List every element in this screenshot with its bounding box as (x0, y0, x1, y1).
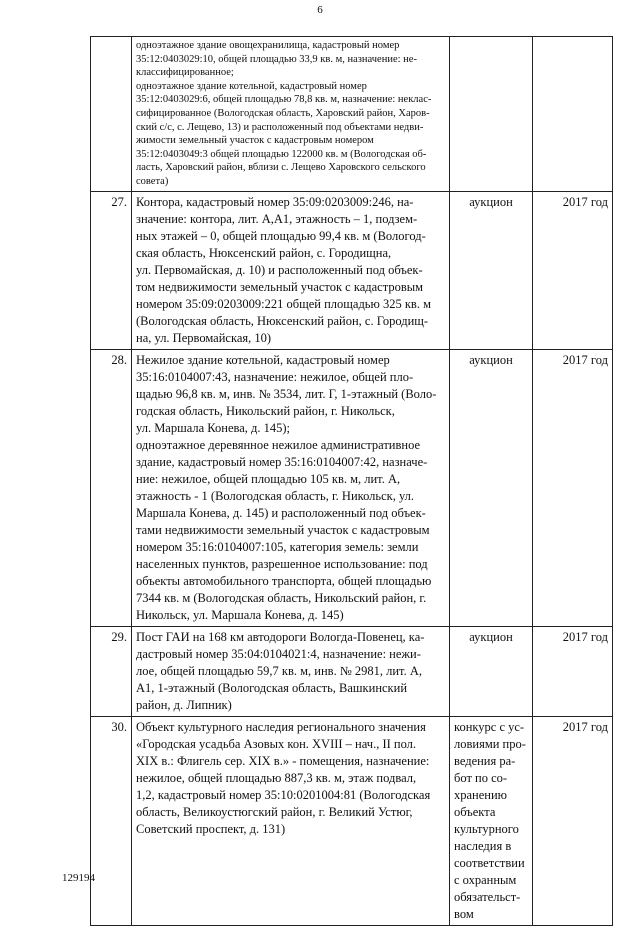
description-line: номером 35:09:0203009:221 общей площадью 325 кв. м (136, 296, 431, 311)
description-line: одноэтажное здание овощехранилища, кадастровый номер (136, 40, 400, 51)
sale-method-line: хранению (454, 787, 508, 802)
row-description (132, 626, 450, 716)
row-sale-method (450, 37, 533, 192)
table-row (91, 191, 613, 349)
description-line: ласть, Харовский район, вблизи с. Лещево Харовского сельского (136, 162, 426, 174)
table-body (91, 37, 613, 926)
description-line: совета) (136, 175, 169, 187)
description-line: одноэтажное деревянное нежилое административное (136, 437, 421, 452)
description-line: Объект культурного наследия регионального значения (136, 719, 426, 734)
sale-method-line: конкурс с ус- (454, 719, 525, 734)
sale-method-line: ловиями про- (454, 736, 526, 751)
row-description (132, 37, 450, 192)
description-line: нежилое, общей площадью 887,3 кв. м, этаж подвал, (136, 770, 417, 785)
table-row (91, 626, 613, 716)
sale-method-line: аукцион (469, 194, 513, 209)
description-line: 7344 кв. м (Вологодская область, Никольский район, г. (136, 590, 427, 605)
description-line: на, ул. Первомайская, 10) (136, 330, 272, 345)
description-line: ул. Маршала Конева, д. 145); (136, 420, 291, 435)
description-line: 35:16:0104007:43, назначение: нежилое, общей пло- (136, 369, 414, 384)
document-code: 129194 (62, 872, 95, 884)
row-sale-method (450, 191, 533, 349)
sale-method-line: с охранным (454, 872, 517, 887)
row-description (132, 349, 450, 626)
row-sale-method (450, 626, 533, 716)
sale-method-line: аукцион (469, 352, 513, 367)
description-line: 35:12:0403029:6, общей площадью 78,8 кв. м, назначение: неклас- (136, 94, 432, 106)
description-line: ние: нежилое, общей площадью 105 кв. м, лит. А, (136, 471, 401, 486)
description-line: том недвижимости земельный участок с кадастровым (136, 279, 424, 294)
row-number (91, 37, 132, 192)
description-line: Маршала Конева, д. 145) и расположенный под объек- (136, 505, 426, 520)
description-line: А1, 1-этажный (Вологодская область, Вашкинский (136, 680, 408, 695)
row-year: 2017 год (533, 716, 613, 925)
sale-method-line: вом (454, 906, 474, 921)
property-table (90, 36, 613, 926)
row-number: 28. (91, 349, 132, 626)
table-row (91, 349, 613, 626)
description-line: населенных пунктов, разрешенное использование: под (136, 556, 428, 571)
description-line: щадью 96,8 кв. м, инв. № 3534, лит. Г, 1-этажный (Воло- (136, 386, 437, 401)
row-number: 30. (91, 716, 132, 925)
table-row (91, 716, 613, 925)
description-line: «Городская усадьба Азовых кон. XVIII – нач., II пол. (136, 736, 417, 751)
description-line: значение: контора, лит. А,А1, этажность – 1, подзем- (136, 211, 418, 226)
description-line: ул. Первомайская, д. 10) и расположенный под объек- (136, 262, 423, 277)
row-sale-method (450, 349, 533, 626)
description-line: ных этажей – 0, общей площадью 99,4 кв. м (Вологод- (136, 228, 426, 243)
description-line: ский с/с, с. Лещево, 13) и расположенный под объектами недви- (136, 121, 424, 133)
description-line: сифицированное (Вологодская область, Харовский район, Харов- (136, 107, 430, 119)
description-line: ская область, Нюксенский район, с. Городищна, (136, 245, 392, 260)
description-line: 35:12:0403029:10, общей площадью 33,9 кв. м, назначение: не- (136, 53, 417, 65)
sale-method-line: объекта (454, 804, 496, 819)
description-line: Советский проспект, д. 131) (136, 821, 286, 836)
description-line: Нежилое здание котельной, кадастровый номер (136, 352, 390, 367)
description-line: здание, кадастровый номер 35:16:0104007:42, назначе- (136, 454, 428, 469)
description-line: жимости земельный участок с кадастровым номером (136, 135, 374, 147)
description-line: область, Великоустюгский район, г. Великий Устюг, (136, 804, 413, 819)
row-year: 2017 год (533, 191, 613, 349)
description-line: классифицированное; (136, 67, 234, 79)
description-line: 35:12:0403049:3 общей площадью 122000 кв. м (Вологодская об- (136, 148, 427, 160)
description-line: район, д. Липник) (136, 697, 232, 712)
page-number: 6 (317, 4, 323, 16)
row-description (132, 191, 450, 349)
row-year (533, 37, 613, 192)
description-line: лое, общей площадью 59,7 кв. м, инв. № 2981, лит. А, (136, 663, 422, 678)
description-line: номером 35:16:0104007:105, категория земель: земли (136, 539, 419, 554)
sale-method-line: бот по со- (454, 770, 508, 785)
description-line: XIX в.: Флигель сер. XIX в.» - помещения, назначение: (136, 753, 430, 768)
description-line: Пост ГАИ на 168 км автодороги Вологда-Повенец, ка- (136, 629, 425, 644)
sale-method-line: аукцион (469, 629, 513, 644)
description-line: Контора, кадастровый номер 35:09:0203009:246, на- (136, 194, 414, 209)
row-number: 27. (91, 191, 132, 349)
description-line: дастровый номер 35:04:0104021:4, назначение: нежи- (136, 646, 421, 661)
sale-method-line: ведения ра- (454, 753, 516, 768)
description-line: одноэтажное здание котельной, кадастровый номер (136, 80, 367, 92)
description-line: Никольск, ул. Маршала Конева, д. 145) (136, 607, 344, 622)
sale-method-line: обязательст- (454, 889, 521, 904)
row-number: 29. (91, 626, 132, 716)
sale-method-line: наследия в (454, 838, 512, 853)
row-year: 2017 год (533, 349, 613, 626)
row-year: 2017 год (533, 626, 613, 716)
description-line: годская область, Никольский район, г. Никольск, (136, 403, 395, 418)
table-row (91, 37, 613, 192)
description-line: 1,2, кадастровый номер 35:10:0201004:81 (Вологодская (136, 787, 431, 802)
description-line: этажность - 1 (Вологодская область, г. Никольск, ул. (136, 488, 415, 503)
sale-method-line: соответствии (454, 855, 525, 870)
description-line: (Вологодская область, Нюксенский район, с. Городищ- (136, 313, 429, 328)
description-line: объекты автомобильного транспорта, общей площадью (136, 573, 432, 588)
description-line: тами недвижимости земельный участок с кадастровым (136, 522, 430, 537)
row-sale-method (450, 716, 533, 925)
row-description (132, 716, 450, 925)
sale-method-line: культурного (454, 821, 519, 836)
